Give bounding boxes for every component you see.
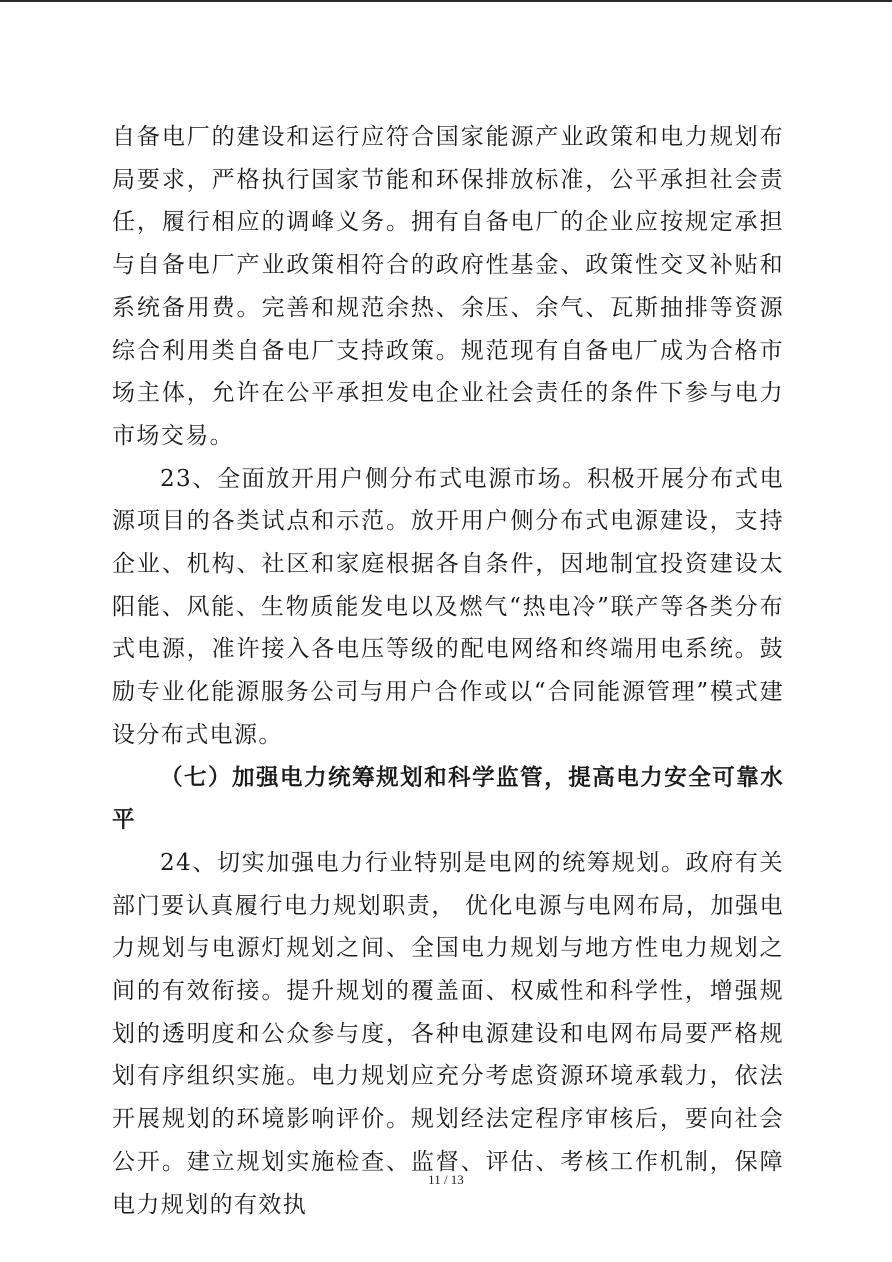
paragraph-item-23-distributed-power: 23、全面放开用户侧分布式电源市场。积极开展分布式电源项目的各类试点和示范。放开用户侧分布式电源建设，支持企业、机构、社区和家庭根据各自条件，因地制宜投资建设太阳能、风能、生物质能发电以及燃气“热电冷”联产等各类分布式电源，准许接入各电压等级的配电网络和终端用电系统。鼓励专业化能源服务公司与用户合作或以“合同能源管理”模式建设分布式电源。 — [112, 465, 784, 748]
section-heading-7: （七）加强电力统筹规划和科学监管，提高电力安全可靠水平 — [112, 764, 784, 834]
document-body — [112, 116, 784, 1226]
paragraph-item-24-power-planning: 24、切实加强电力行业特别是电网的统筹规划。政府有关部门要认真履行电力规划职责， 优化电源与电网布局，加强电力规划与电源灯规划之间、全国电力规划与地方性电力规划之间的有效衔接。提升规划的覆盖面、权威性和科学性，增强规划的透明度和公众参与度，各种电源建设和电网布局要严格规划有序组织实施。电力规划应充分考虑资源环境承载力，依法开展规划的环境影响评价。规划经法定程序审核后，要向社会公开。建立规划实施检查、监督、评估、考核工作机制，保障电力规划的有效执 — [112, 849, 784, 1218]
page-number: 11 / 13 — [428, 1172, 464, 1187]
page-top-border — [0, 0, 892, 2]
paragraph-self-owned-power-plants: 自备电厂的建设和运行应符合国家能源产业政策和电力规划布局要求，严格执行国家节能和环保排放标准，公平承担社会责任，履行相应的调峰义务。拥有自备电厂的企业应按规定承担与自备电厂产业政策相符合的政府性基金、政策性交叉补贴和系统备用费。完善和规范余热、余压、余气、瓦斯抽排等资源综合利用类自备电厂支持政策。规范现有自备电厂成为合格市场主体，允许在公平承担发电企业社会责任的条件下参与电力市场交易。 — [112, 124, 784, 449]
